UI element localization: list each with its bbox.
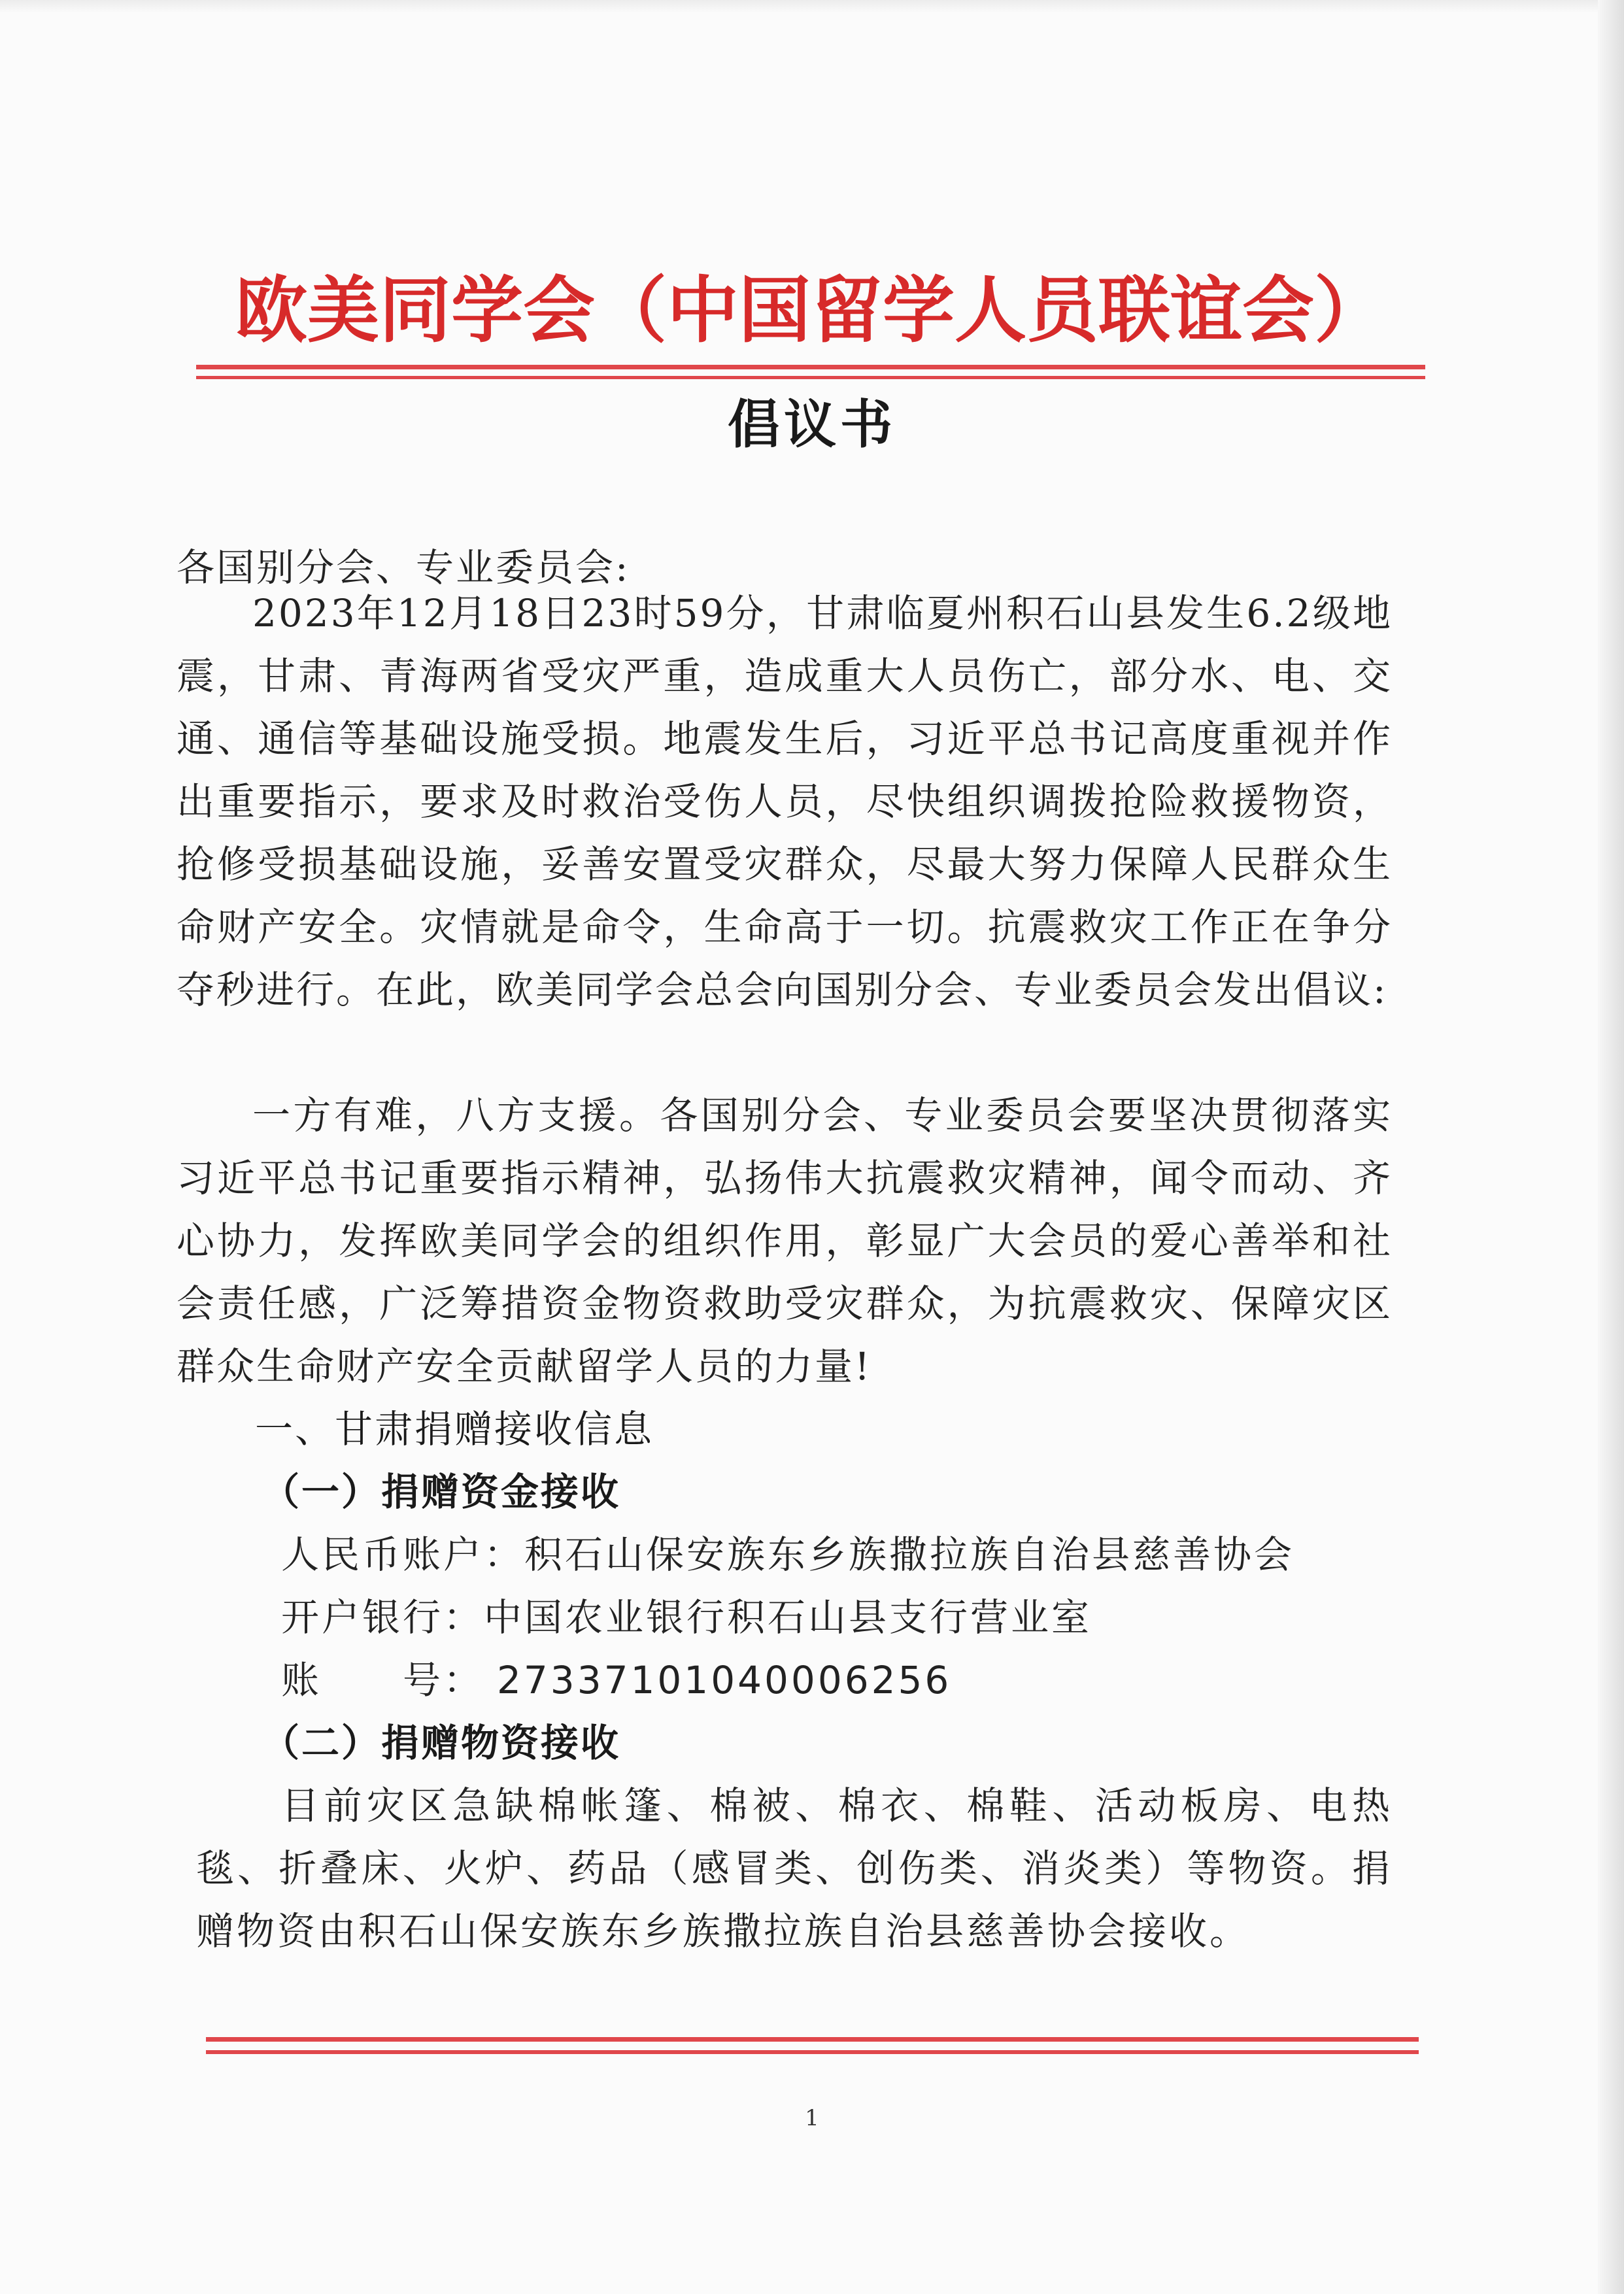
goods-paragraph: 目前灾区急缺棉帐篷、棉被、棉衣、棉鞋、活动板房、电热毯、折叠床、火炉、药品（感冒类、创伤类、消炎类）等物资。捐赠物资由积石山保安族东乡族撒拉族自治县慈善协会接收。 (196, 1783, 1393, 1953)
paragraph-2: 一方有难，八方支援。各国别分会、专业委员会要坚决贯彻落实习近平总书记重要指示精神，弘扬伟大抗震救灾精神，闻令而动、齐心协力，发挥欧美同学会的组织作用，彰显广大会员的爱心善举和社会责任感，广泛筹措资金物资救助受灾群众，为抗震救灾、保障灾区群众生命财产安全贡献留学人员的力量! (177, 1093, 1393, 1389)
footer-rule-thick (206, 2037, 1419, 2042)
letterhead-rule-thick (196, 365, 1425, 369)
bank-line: 开户银行：中国农业银行积石山县支行营业室 (281, 1595, 1092, 1640)
letterhead-org-name: 欧美同学会（中国留学人员联谊会） (235, 268, 1386, 352)
scan-top-shadow (0, 0, 1624, 13)
salutation: 各国别分会、专业委员会: (177, 545, 630, 590)
subheading-funds: （一）捐赠资金接收 (262, 1470, 621, 1514)
paragraph-1: 2023年12月18日23时59分，甘肃临夏州积石山县发生6.2级地震，甘肃、青海两省受灾严重，造成重大人员伤亡，部分水、电、交通、通信等基础设施受损。地震发生后，习近平总书记高度重视并作出重要指示，要求及时救治受伤人员，尽快组织调拨抢险救援物资，抢修受损基础设施，妥善安置受灾群众，尽最大努力保障人民群众生命财产安全。灾情就是命令，生命高于一切。抗震救灾工作正在争分夺秒进行。在此，欧美同学会总会向国别分会、专业委员会发出倡议: (177, 591, 1393, 1012)
letterhead-rule-thin (196, 376, 1425, 379)
subheading-goods: （二）捐赠物资接收 (262, 1721, 621, 1765)
footer-rule-thin (206, 2050, 1419, 2054)
document-title: 倡议书 (728, 394, 896, 455)
account-number-value: 27337101040006256 (497, 1658, 952, 1702)
account-name-line: 人民币账户：积石山保安族东乡族撒拉族自治县慈善协会 (281, 1532, 1295, 1577)
section-heading-gansu: 一、甘肃捐赠接收信息 (255, 1407, 654, 1451)
account-number-label: 账 号： (281, 1658, 484, 1702)
page-number: 1 (805, 2105, 819, 2131)
scan-edge-shadow (1598, 0, 1624, 2294)
account-number-line (281, 1649, 951, 1712)
